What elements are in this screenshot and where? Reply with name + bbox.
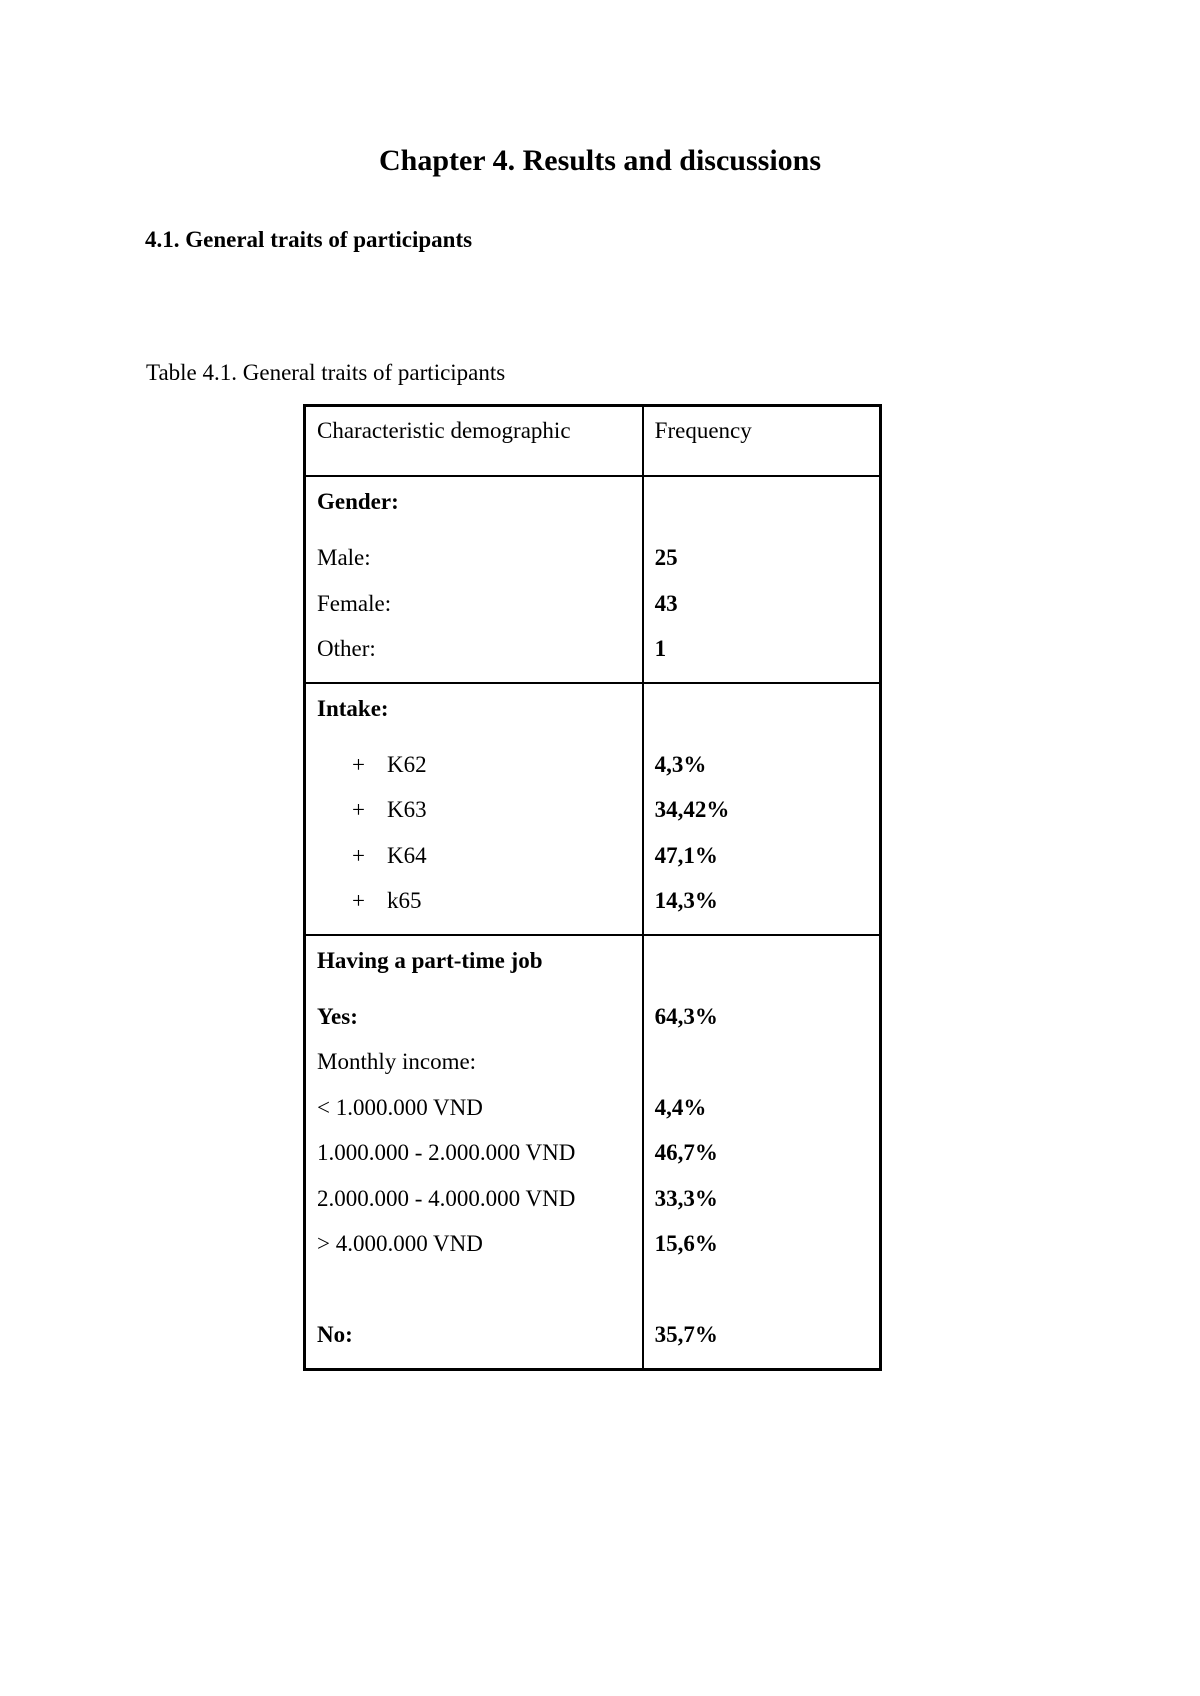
part-time-no-value: 35,7% — [654, 1322, 718, 1347]
gender-labels-cell — [305, 476, 643, 683]
gender-female-label: Female: — [317, 590, 392, 616]
intake-k65-label: k65 — [387, 888, 422, 913]
intake-row — [305, 683, 881, 935]
intake-item — [306, 787, 642, 833]
table-caption: Table 4.1. General traits of participants — [146, 360, 506, 385]
intake-k64-label: K64 — [387, 842, 427, 868]
part-time-group-label: Having a part-time job — [317, 947, 543, 973]
intake-group-label: Intake: — [317, 695, 389, 721]
intake-k63-value: 34,42% — [654, 797, 730, 822]
intake-k62-value: 4,3% — [654, 751, 707, 777]
income-row-label: 2.000.000 - 4.000.000 VND — [317, 1185, 576, 1211]
intake-item — [306, 742, 642, 788]
part-time-yes-label: Yes: — [317, 1003, 358, 1029]
income-row-label: > 4.000.000 VND — [317, 1231, 483, 1256]
intake-values-cell — [643, 683, 881, 935]
bullet-plus: + — [352, 888, 365, 913]
intake-k65-value: 14,3% — [654, 888, 718, 913]
income-row-label: 1.000.000 - 2.000.000 VND — [317, 1140, 576, 1165]
chapter-title: Chapter 4. Results and discussions — [378, 144, 822, 177]
gender-row — [305, 476, 881, 683]
header-cell-characteristic — [305, 406, 643, 477]
header-frequency: Frequency — [654, 418, 752, 443]
gender-other-label: Other: — [317, 636, 376, 661]
gender-other-value: 1 — [654, 636, 667, 661]
header-characteristic: Characteristic demographic — [317, 418, 571, 443]
part-time-no-label: No: — [317, 1322, 353, 1347]
intake-item — [306, 878, 642, 924]
gender-values-cell — [643, 476, 881, 683]
part-time-labels-cell — [305, 935, 643, 1370]
income-row-value: 4,4% — [654, 1094, 707, 1120]
monthly-income-label: Monthly income: — [317, 1049, 477, 1074]
bullet-plus: + — [352, 797, 365, 822]
income-row-value: 15,6% — [654, 1231, 718, 1256]
gender-male-value: 25 — [654, 545, 678, 570]
part-time-yes-value: 64,3% — [654, 1003, 718, 1029]
intake-k63-label: K63 — [387, 797, 427, 822]
part-time-row — [305, 935, 881, 1370]
table-header-row — [305, 406, 881, 477]
intake-labels-cell — [305, 683, 643, 935]
bullet-plus: + — [352, 842, 365, 868]
income-row-label: < 1.000.000 VND — [317, 1094, 483, 1120]
income-row-value: 46,7% — [654, 1140, 718, 1165]
header-cell-frequency — [643, 406, 881, 477]
intake-item — [306, 833, 642, 879]
traits-table — [303, 404, 882, 1371]
gender-female-value: 43 — [654, 590, 678, 616]
bullet-plus: + — [352, 751, 365, 777]
gender-male-label: Male: — [317, 545, 371, 570]
gender-group-label: Gender: — [317, 489, 399, 514]
part-time-values-cell — [643, 935, 881, 1370]
section-heading: 4.1. General traits of participants — [145, 227, 473, 252]
income-row-value: 33,3% — [654, 1185, 718, 1211]
intake-k62-label: K62 — [387, 751, 427, 777]
intake-k64-value: 47,1% — [654, 842, 718, 868]
